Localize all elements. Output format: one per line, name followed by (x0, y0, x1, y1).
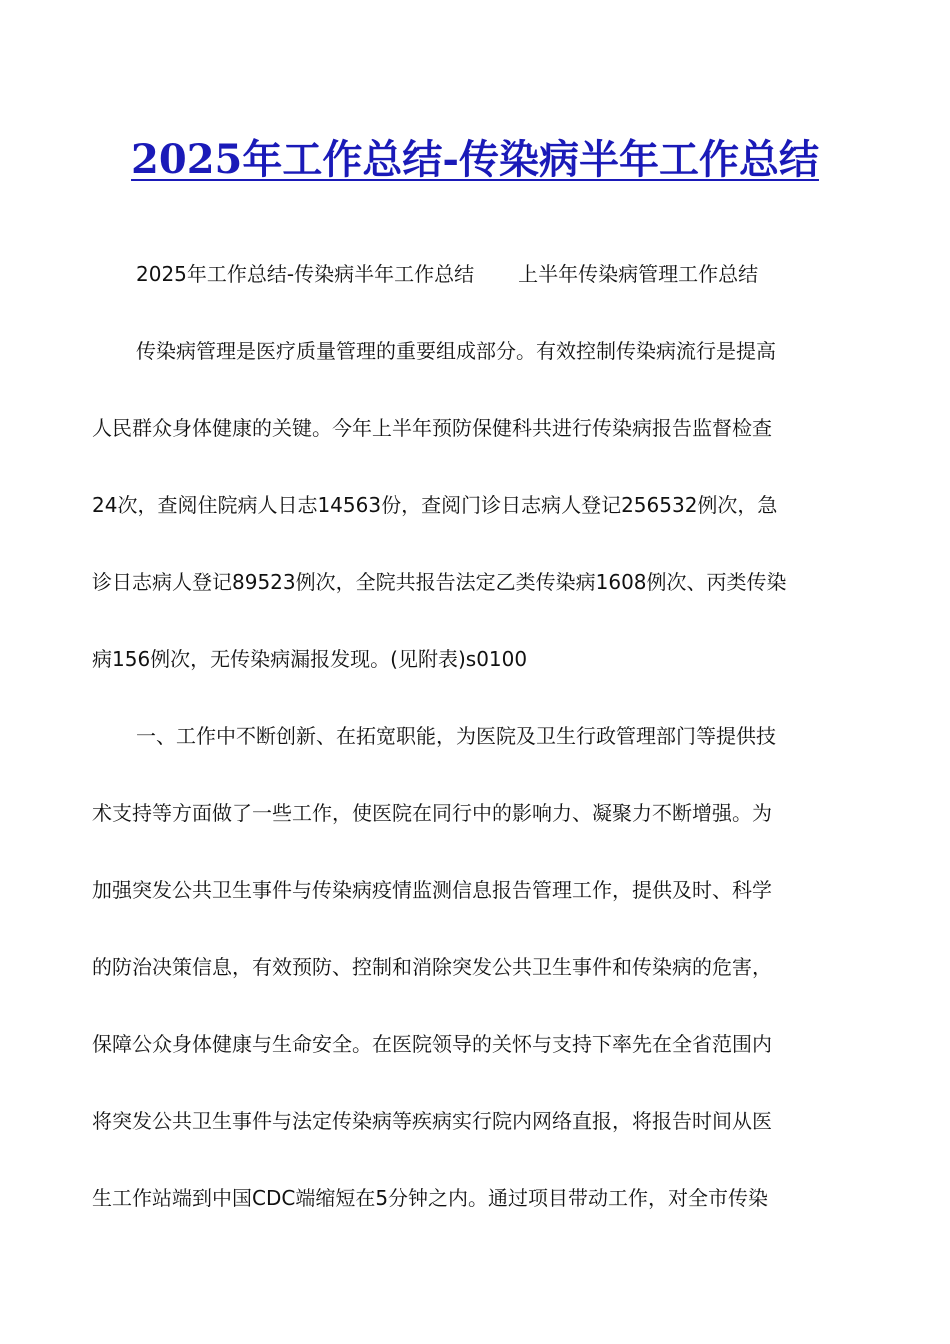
paragraph1-line: 传染病管理是医疗质量管理的重要组成部分。有效控制传染病流行是提高 (136, 339, 776, 363)
paragraph2-line: 术支持等方面做了一些工作，使医院在同行中的影响力、凝聚力不断增强。为 (92, 801, 772, 825)
paragraph2-line: 保障公众身体健康与生命安全。在医院领导的关怀与支持下率先在全省范围内 (92, 1032, 772, 1056)
document-title (0, 128, 950, 185)
paragraph1-line: 病156例次，无传染病漏报发现。(见附表)s0100 (92, 647, 528, 671)
paragraph1-line: 诊日志病人登记89523例次，全院共报告法定乙类传染病1608例次、丙类传染 (92, 570, 787, 594)
paragraph2-line: 的防治决策信息，有效预防、控制和消除突发公共卫生事件和传染病的危害， (92, 955, 772, 979)
subtitle-left: 2025年工作总结-传染病半年工作总结 (136, 262, 475, 286)
subtitle-line (136, 260, 758, 288)
paragraph2-line: 加强突发公共卫生事件与传染病疫情监测信息报告管理工作，提供及时、科学 (92, 878, 772, 902)
paragraph2-line: 将突发公共卫生事件与法定传染病等疾病实行院内网络直报，将报告时间从医 (92, 1109, 772, 1133)
subtitle-right: 上半年传染病管理工作总结 (518, 262, 759, 286)
paragraph2-line: 一、工作中不断创新、在拓宽职能，为医院及卫生行政管理部门等提供技 (136, 724, 776, 748)
paragraph1-line: 人民群众身体健康的关键。今年上半年预防保健科共进行传染病报告监督检查 (92, 416, 772, 440)
paragraph2-line: 生工作站端到中国CDC端缩短在5分钟之内。通过项目带动工作，对全市传染 (92, 1186, 769, 1210)
document-title-link[interactable]: 2025年工作总结-传染病半年工作总结 (131, 136, 819, 183)
paragraph1-line: 24次，查阅住院病人日志14563份，查阅门诊日志病人登记256532例次，急 (92, 493, 778, 517)
